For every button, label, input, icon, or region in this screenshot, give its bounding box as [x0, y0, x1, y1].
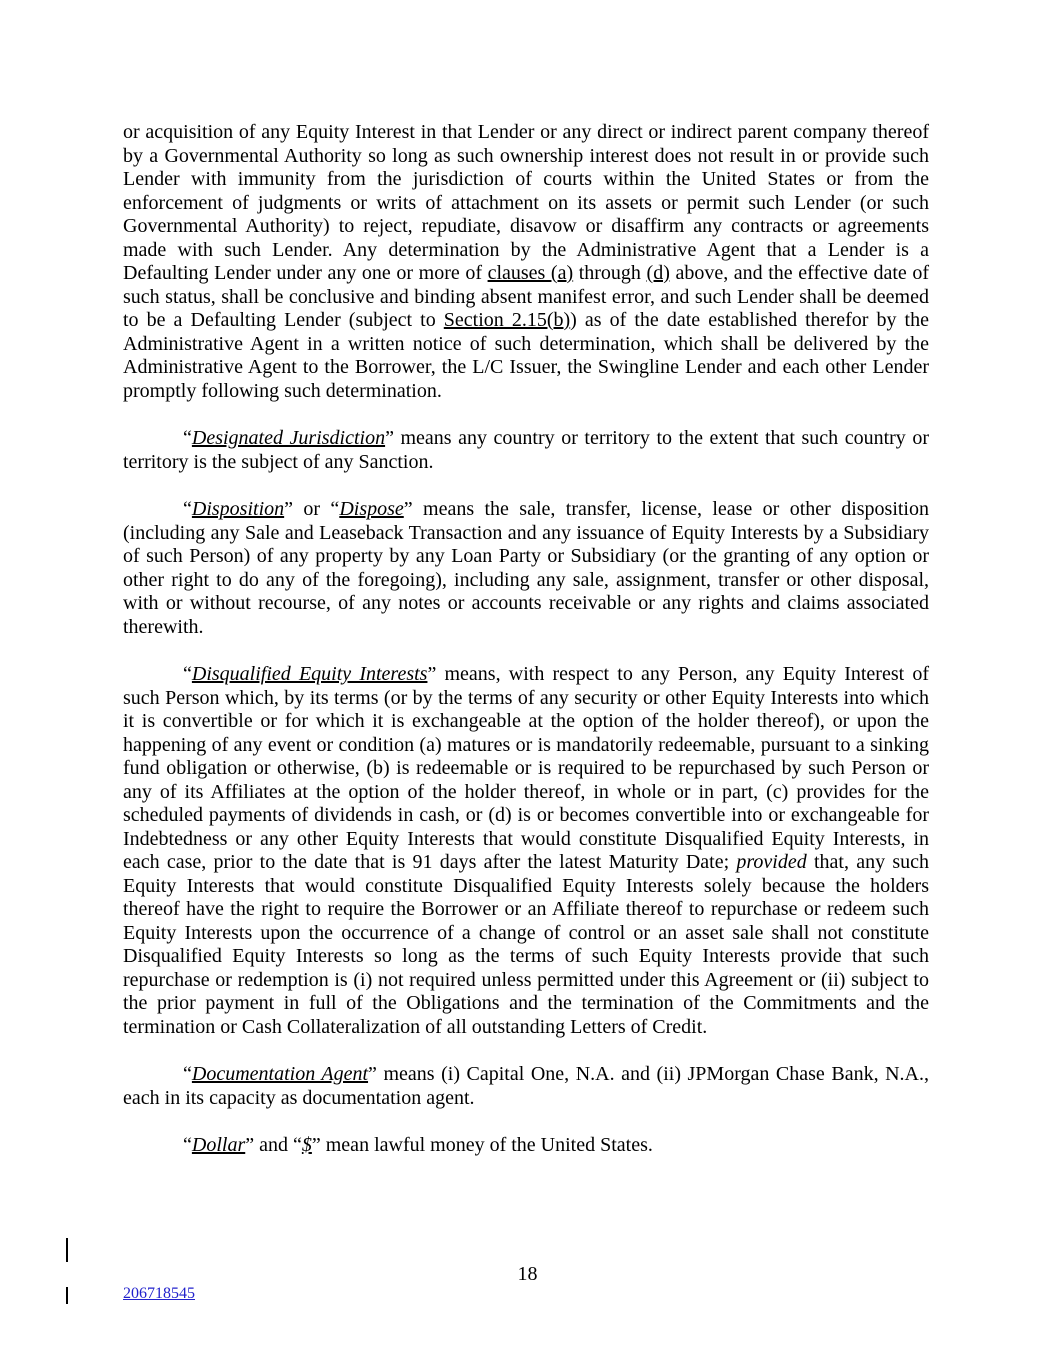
text-segment: Disqualified Equity Interests [191, 663, 428, 685]
paragraph-definition-disposition [123, 498, 929, 639]
page-number: 18 [517, 1263, 538, 1285]
text-segment: provided [736, 851, 807, 873]
text-segment: ” or “ [284, 498, 340, 520]
text-segment: $ [301, 1134, 312, 1156]
document-number-link[interactable]: 206718545 [123, 1285, 195, 1302]
paragraph-defaulting-lender-continuation [123, 121, 929, 403]
text-segment: “ [183, 663, 192, 685]
revision-change-bar [66, 1238, 68, 1262]
text-segment: ” means, with respect to any Person, any Equity Interest of such Person which, by its terms (or by the terms of any security or other Equity Interests into which it is convertible or for which it is exchangeable at the option of the holder thereof), or upon the happening of any event or condition (a) matures or is mandatorily redeemable, pursuant to a sinking fund obligation or otherwise, (b) is redeemable or is required to be repurchased by such Person or any of its Affiliates at the option of the holder thereof, in whole or in part, (c) provides for the scheduled payments of dividends in cash, or (d) is or becomes convertible into or exchangeable for Indebtedness or any other Equity Interests that would constitute Disqualified Equity Interests, in each case, prior to the date that is 91 days after the latest Maturity Date; [123, 663, 929, 873]
paragraph-definition-designated-jurisdiction [123, 427, 929, 474]
text-segment: that, any such Equity Interests that would constitute Disqualified Equity Interests solely because the holders thereof have the right to require the Borrower or an Affiliate thereof to repurchase or redeem such Equity Interests upon the occurrence of a change of control or an asset sale shall not constitute Disqualified Equity Interests so long as the terms of such Equity Interests provide that such repurchase or redemption is (i) not required unless permitted under this Agreement or (ii) subject to the prior payment in full of the Obligations and the termination of the Commitments and the termination or Cash Collateralization of all outstanding Letters of Credit. [123, 851, 929, 1038]
text-segment: Section 2.15(b) [443, 309, 571, 331]
text-segment: through [573, 262, 647, 284]
text-segment: “ [183, 498, 192, 520]
paragraph-definition-dollar [123, 1134, 929, 1158]
paragraph-definition-disqualified-equity-interests [123, 663, 929, 1039]
text-segment: ) as of the date established therefor by the Administrative Agent in a written notice of such determination, which shall be delivered by the Administrative Agent to the Borrower, the L/C Issuer, the Swingline Lender and each other Lender promptly following such determination. [123, 309, 929, 402]
text-segment: “ [183, 427, 192, 449]
text-segment: ” means any country or territory to the extent that such country or territory is the subject of any Sanction. [123, 427, 930, 473]
revision-change-bar [66, 1287, 68, 1304]
text-segment: above, and the effective date of such status, shall be conclusive and binding absent manifest error, and such Lender shall be deemed to be a Defaulting Lender (subject to [123, 262, 930, 331]
paragraph-definition-documentation-agent [123, 1063, 929, 1110]
text-segment: (d) [646, 262, 670, 284]
document-body [123, 121, 929, 1182]
text-segment: Disposition [191, 498, 285, 520]
text-segment: Designated Jurisdiction [191, 427, 386, 449]
text-segment: ” means (i) Capital One, N.A. and (ii) JPMorgan Chase Bank, N.A., each in its capacity as documentation agent. [123, 1063, 929, 1109]
text-segment: Dispose [339, 498, 404, 520]
text-segment: “ [183, 1134, 192, 1156]
text-segment: “ [183, 1063, 192, 1085]
text-segment: ” mean lawful money of the United States. [311, 1134, 653, 1156]
text-segment: Documentation Agent [191, 1063, 369, 1085]
text-segment: or acquisition of any Equity Interest in that Lender or any direct or indirect parent company thereof by a Governmental Authority so long as such ownership interest does not result in or provide such Lender with immunity from the jurisdiction of courts within the United States or from the enforcement of judgments or writs of attachment on its assets or permit such Lender (or such Governmental Authority) to reject, repudiate, disavow or disaffirm any contracts or agreements made with such Lender. Any determination by the Administrative Agent that a Lender is a Defaulting Lender under any one or more of [123, 121, 929, 284]
text-segment: ” and “ [245, 1134, 302, 1156]
text-segment: clauses (a) [487, 262, 574, 284]
text-segment: ” means the sale, transfer, license, lease or other disposition (including any Sale and Leaseback Transaction and any issuance of Equity Interests by a Subsidiary of such Person) of any property by any Loan Party or Subsidiary (or the granting of any option or other right to do any of the foregoing), including any sale, assignment, transfer or other disposal, with or without recourse, of any notes or accounts receivable or any rights and claims associated therewith. [123, 498, 929, 638]
text-segment: Dollar [191, 1134, 246, 1156]
